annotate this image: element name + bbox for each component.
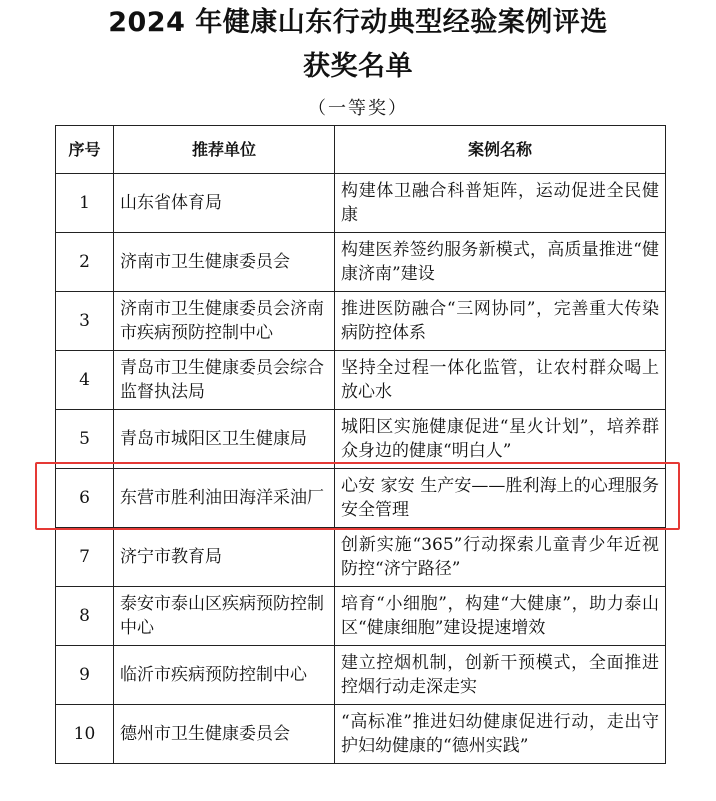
case-name: 建立控烟机制，创新干预模式，全面推进控烟行动走深走实: [335, 646, 666, 705]
row-number: 2: [56, 233, 114, 292]
row-number: 6: [56, 469, 114, 528]
table-row: [56, 233, 666, 292]
column-header-number: 序号: [56, 126, 114, 174]
table-row: [56, 410, 666, 469]
case-name: “高标准”推进妇幼健康促进行动，走出守护妇幼健康的“德州实践”: [335, 705, 666, 764]
table-header-row: [56, 126, 666, 174]
table-row: [56, 292, 666, 351]
row-number: 10: [56, 705, 114, 764]
award-level-subtitle: （一等奖）: [308, 98, 408, 119]
case-name: 推进医防融合“三网协同”，完善重大传染病防控体系: [335, 292, 666, 351]
case-name: 构建体卫融合科普矩阵，运动促进全民健康: [335, 174, 666, 233]
recommending-unit: 德州市卫生健康委员会: [114, 705, 335, 764]
row-number: 1: [56, 174, 114, 233]
case-name: 培育“小细胞”，构建“大健康”，助力泰山区“健康细胞”建设提速增效: [335, 587, 666, 646]
recommending-unit: 济宁市教育局: [114, 528, 335, 587]
recommending-unit: 济南市卫生健康委员会济南市疾病预防控制中心: [114, 292, 335, 351]
recommending-unit: 临沂市疾病预防控制中心: [114, 646, 335, 705]
recommending-unit: 东营市胜利油田海洋采油厂: [114, 469, 335, 528]
case-name: 坚持全过程一体化监管，让农村群众喝上放心水: [335, 351, 666, 410]
case-name: 心安 家安 生产安——胜利海上的心理服务安全管理: [335, 469, 666, 528]
row-number: 5: [56, 410, 114, 469]
recommending-unit: 青岛市卫生健康委员会综合监督执法局: [114, 351, 335, 410]
row-number: 8: [56, 587, 114, 646]
column-header-case: 案例名称: [335, 126, 666, 174]
case-name: 城阳区实施健康促进“星火计划”，培养群众身边的健康“明白人”: [335, 410, 666, 469]
document-title-line2: 获奖名单: [303, 51, 413, 82]
row-number: 9: [56, 646, 114, 705]
table-row: [56, 646, 666, 705]
case-name: 创新实施“365”行动探索儿童青少年近视防控“济宁路径”: [335, 528, 666, 587]
row-number: 7: [56, 528, 114, 587]
award-list-table: [55, 125, 666, 764]
table-row: [56, 528, 666, 587]
recommending-unit: 青岛市城阳区卫生健康局: [114, 410, 335, 469]
case-name: 构建医养签约服务新模式，高质量推进“健康济南”建设: [335, 233, 666, 292]
table-row: [56, 587, 666, 646]
recommending-unit: 山东省体育局: [114, 174, 335, 233]
table-row: [56, 174, 666, 233]
table-row: [56, 351, 666, 410]
row-number: 3: [56, 292, 114, 351]
recommending-unit: 泰安市泰山区疾病预防控制中心: [114, 587, 335, 646]
recommending-unit: 济南市卫生健康委员会: [114, 233, 335, 292]
table-row-highlighted: [56, 469, 666, 528]
table-row: [56, 705, 666, 764]
row-number: 4: [56, 351, 114, 410]
column-header-unit: 推荐单位: [114, 126, 335, 174]
document-title-line1: 2024 年健康山东行动典型经验案例评选: [108, 7, 608, 38]
